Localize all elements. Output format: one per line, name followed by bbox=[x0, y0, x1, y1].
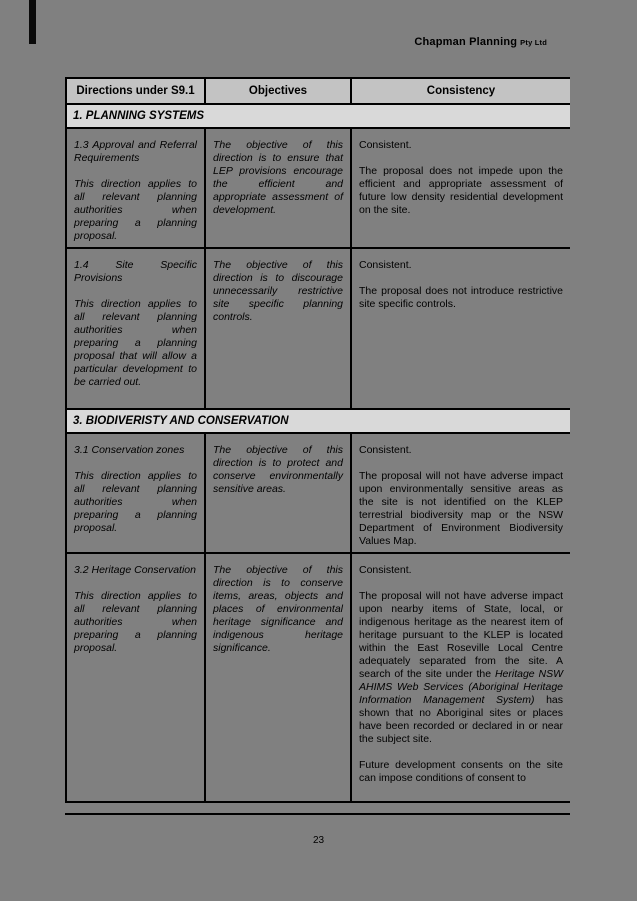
column-header-directions: Directions under S9.1 bbox=[66, 78, 205, 104]
paragraph: The proposal will not have adverse impact upon nearby items of State, local, or indigenous heritage as the nearest item of heritage pursuant to the KLEP is located within the East Roseville Local Centre adequately separated from the site. A search of the site under the Heritage NSW AHIMS Web Services (Aboriginal Heritage Information Management System) has shown that no Aboriginal sites or places have been recorded or declared in or near the subject site. bbox=[359, 590, 563, 745]
consistency-cell bbox=[351, 553, 570, 802]
directions-table bbox=[65, 77, 570, 803]
consistency-cell bbox=[351, 248, 570, 409]
section-title: 3. BIODIVERISTY AND CONSERVATION bbox=[66, 409, 570, 433]
paragraph: 3.2 Heritage Conservation bbox=[74, 564, 196, 576]
table-row bbox=[66, 248, 570, 409]
paragraph: The objective of this direction is to protect and conserve environmentally sensitive areas. bbox=[213, 444, 343, 495]
page-number: 23 bbox=[312, 835, 325, 846]
table-row bbox=[66, 433, 570, 553]
consistency-cell bbox=[351, 128, 570, 248]
paragraph: Consistent. bbox=[359, 564, 412, 576]
paragraph: 3.1 Conservation zones bbox=[74, 444, 185, 456]
paragraph: This direction applies to all relevant planning authorities when preparing a planning proposal. bbox=[74, 590, 197, 654]
report-table-body bbox=[66, 104, 570, 802]
paragraph: 1.3 Approval and Referral Requirements bbox=[74, 139, 197, 164]
direction-cell bbox=[66, 248, 205, 409]
objective-cell bbox=[205, 433, 351, 553]
table-row bbox=[66, 128, 570, 248]
direction-cell bbox=[66, 553, 205, 802]
paragraph: The proposal will not have adverse impact upon environmentally sensitive areas as the site is not identified on the KLEP terrestrial biodiversity map or the NSW Department of Environment Biodiversity Values Map. bbox=[359, 470, 563, 547]
paragraph: The objective of this direction is to conserve items, areas, objects and places of environmental heritage significance and indigenous heritage significance. bbox=[213, 564, 343, 654]
objective-cell bbox=[205, 553, 351, 802]
table-row bbox=[66, 553, 570, 802]
objective-cell bbox=[205, 248, 351, 409]
paragraph: The proposal does not introduce restrictive site specific controls. bbox=[359, 285, 563, 310]
paragraph: This direction applies to all relevant planning authorities when preparing a planning proposal. bbox=[74, 178, 197, 242]
paragraph: Consistent. bbox=[359, 444, 412, 456]
section-row bbox=[66, 409, 570, 433]
column-header-objectives: Objectives bbox=[205, 78, 351, 104]
paragraph: Consistent. bbox=[359, 139, 412, 151]
paragraph: Future development consents on the site can impose conditions of consent to bbox=[359, 759, 563, 784]
directions-table-container bbox=[65, 77, 570, 815]
paragraph: 1.4 Site Specific Provisions bbox=[74, 259, 197, 284]
objective-cell bbox=[205, 128, 351, 248]
paragraph: The objective of this direction is to discourage unnecessarily restrictive site specific planning controls. bbox=[213, 259, 343, 323]
paragraph: The proposal does not impede upon the efficient and appropriate assessment of future low density residential development on the site. bbox=[359, 165, 563, 216]
paragraph: Consistent. bbox=[359, 259, 412, 271]
column-header-consistency: Consistency bbox=[351, 78, 570, 104]
consistency-cell bbox=[351, 433, 570, 553]
company-suffix: Pty Ltd bbox=[520, 38, 547, 47]
section-row bbox=[66, 104, 570, 128]
paragraph: The objective of this direction is to ensure that LEP provisions encourage the efficient and appropriate assessment of development. bbox=[213, 139, 343, 216]
direction-cell bbox=[66, 433, 205, 553]
company-name: Chapman Planning bbox=[414, 36, 518, 48]
paragraph: This direction applies to all relevant planning authorities when preparing a planning proposal that will allow a particular development to be carried out. bbox=[74, 298, 197, 388]
direction-cell bbox=[66, 128, 205, 248]
page-header bbox=[0, 36, 547, 48]
table-header-row bbox=[66, 78, 570, 104]
section-title: 1. PLANNING SYSTEMS bbox=[66, 104, 570, 128]
paragraph: This direction applies to all relevant planning authorities when preparing a planning proposal. bbox=[74, 470, 197, 534]
